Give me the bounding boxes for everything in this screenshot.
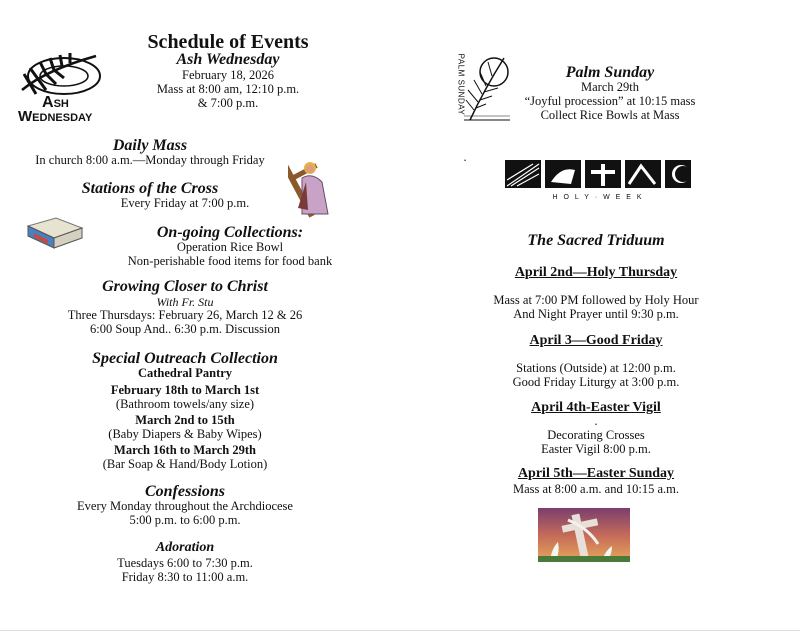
thursday-text-1: Mass at 7:00 PM followed by Holy Hour bbox=[493, 293, 699, 307]
palm-date: March 29th bbox=[581, 80, 639, 94]
vigil-text-2: Easter Vigil 8:00 p.m. bbox=[541, 442, 651, 456]
growing-sub: With Fr. Stu bbox=[156, 295, 214, 309]
ash-logo-rest: SH bbox=[53, 98, 69, 110]
palm-sunday-side-label: PALM SUNDAY bbox=[456, 53, 466, 116]
easter-cross-image bbox=[538, 508, 630, 562]
ash-wednesday-logo bbox=[16, 50, 104, 125]
friday-heading: April 3—Good Friday bbox=[529, 333, 663, 348]
outreach-item-1: (Bathroom towels/any size) bbox=[115, 397, 255, 411]
confessions-text-1: Every Monday throughout the Archdiocese bbox=[77, 499, 293, 513]
ash-times: Mass at 8:00 am, 12:10 p.m. bbox=[156, 82, 300, 96]
ash-logo-letter: A bbox=[42, 94, 54, 111]
adoration-text-1: Tuesdays 6:00 to 7:30 p.m. bbox=[117, 556, 253, 570]
palm-branch-icon bbox=[16, 50, 104, 100]
thursday-text-2: And Night Prayer until 9:30 p.m. bbox=[513, 307, 679, 321]
ash-date: February 18, 2026 bbox=[182, 68, 274, 82]
vigil-heading: April 4th-Easter Vigil bbox=[531, 400, 661, 415]
holy-week-banner bbox=[505, 160, 691, 194]
ash-times-2: & 7:00 p.m. bbox=[197, 96, 259, 110]
ongoing-heading: On-going Collections: bbox=[156, 224, 304, 241]
outreach-date-3: March 16th to March 29th bbox=[114, 443, 256, 457]
outreach-date-2: March 2nd to 15th bbox=[135, 413, 235, 427]
rice-bowl-box-image bbox=[26, 216, 84, 250]
wednesday-logo-letter: W bbox=[18, 108, 33, 125]
friday-text-2: Good Friday Liturgy at 3:00 p.m. bbox=[512, 375, 680, 389]
wednesday-logo-word bbox=[18, 108, 92, 125]
vigil-text-1: Decorating Crosses bbox=[547, 428, 645, 442]
outreach-date-1: February 18th to March 1st bbox=[110, 383, 260, 397]
confessions-heading: Confessions bbox=[144, 483, 226, 500]
easter-text: Mass at 8:00 a.m. and 10:15 a.m. bbox=[513, 482, 679, 496]
growing-heading: Growing Closer to Christ bbox=[102, 278, 268, 295]
palm-text-1: “Joyful procession” at 10:15 mass bbox=[524, 94, 696, 108]
confessions-text-2: 5:00 p.m. to 6:00 p.m. bbox=[129, 513, 241, 527]
easter-heading: April 5th—Easter Sunday bbox=[517, 466, 675, 481]
wednesday-logo-rest: EDNESDAY bbox=[32, 112, 93, 124]
adoration-heading: Adoration bbox=[155, 540, 215, 555]
palm-heading: Palm Sunday bbox=[565, 64, 655, 81]
outreach-heading: Special Outreach Collection bbox=[92, 350, 278, 367]
ongoing-text-2: Non-perishable food items for food bank bbox=[127, 254, 333, 268]
stations-heading: Stations of the Cross bbox=[81, 180, 219, 197]
outreach-item-3: (Bar Soap & Hand/Body Lotion) bbox=[102, 457, 268, 471]
daily-mass-heading: Daily Mass bbox=[112, 137, 188, 154]
friday-text-1: Stations (Outside) at 12:00 p.m. bbox=[516, 361, 676, 375]
ongoing-text-1: Operation Rice Bowl bbox=[176, 240, 284, 254]
adoration-text-2: Friday 8:30 to 11:00 a.m. bbox=[121, 570, 249, 584]
vigil-dot: . bbox=[594, 414, 598, 428]
triduum-heading: The Sacred Triduum bbox=[527, 232, 665, 249]
palm-text-2: Collect Rice Bowls at Mass bbox=[540, 108, 680, 122]
outreach-item-2: (Baby Diapers & Baby Wipes) bbox=[108, 427, 262, 441]
stations-text: Every Friday at 7:00 p.m. bbox=[120, 196, 250, 210]
page-bottom-rule bbox=[0, 630, 800, 631]
growing-text-1: Three Thursdays: February 26, March 12 & 26 bbox=[67, 308, 303, 322]
ash-heading: Ash Wednesday bbox=[176, 51, 280, 68]
outreach-sub: Cathedral Pantry bbox=[137, 366, 233, 380]
page-title: Schedule of Events bbox=[147, 31, 309, 53]
stray-dot: . bbox=[463, 150, 467, 164]
daily-mass-text: In church 8:00 a.m.—Monday through Friday bbox=[35, 153, 265, 167]
thursday-heading: April 2nd—Holy Thursday bbox=[514, 265, 678, 280]
holy-week-label: H O L Y · W E E K bbox=[552, 194, 644, 201]
growing-text-2: 6:00 Soup And.. 6:30 p.m. Discussion bbox=[90, 322, 280, 336]
